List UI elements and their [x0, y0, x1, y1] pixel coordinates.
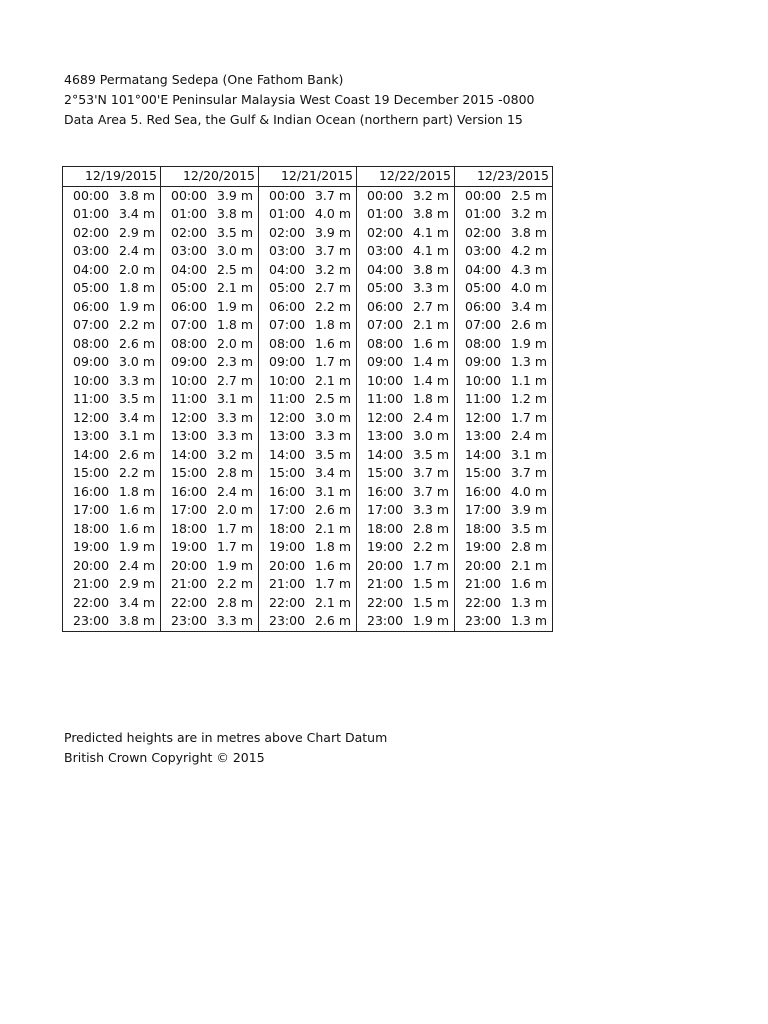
height-cell: 3.3 m — [314, 428, 351, 443]
time-cell: 21:00 — [259, 575, 313, 594]
height-cell: 1.7 m — [216, 539, 253, 554]
time-cell: 23:00 — [259, 612, 313, 631]
height-cell: 1.1 m — [509, 372, 553, 391]
table-row — [63, 316, 553, 335]
height-cell: 2.5 m — [216, 261, 253, 277]
document-header — [64, 70, 534, 130]
time-cell: 08:00 — [63, 335, 117, 354]
height-cell: 1.2 m — [509, 390, 553, 409]
time-cell: 19:00 — [259, 538, 313, 557]
time-cell: 14:00 — [259, 446, 313, 465]
height-cell: 4.0 m — [314, 206, 351, 221]
time-cell: 10:00 — [455, 372, 509, 391]
time-cell: 08:00 — [357, 335, 411, 354]
height-cell: 3.7 m — [314, 243, 351, 258]
table-row — [63, 612, 553, 631]
date-header: 12/19/2015 — [63, 167, 161, 187]
height-cell: 3.5 m — [118, 391, 155, 406]
document-footer — [64, 728, 387, 768]
height-cell: 3.5 m — [509, 520, 553, 539]
time-cell: 00:00 — [357, 186, 411, 205]
height-cell: 2.1 m — [314, 520, 351, 536]
height-cell: 3.2 m — [412, 187, 449, 203]
table-row — [63, 390, 553, 409]
time-cell: 11:00 — [455, 390, 509, 409]
height-cell: 3.2 m — [314, 261, 351, 277]
height-cell: 3.3 m — [216, 428, 253, 443]
height-cell: 3.3 m — [215, 612, 259, 631]
time-cell: 17:00 — [259, 501, 313, 520]
height-cell: 2.8 m — [216, 594, 253, 610]
time-cell: 13:00 — [161, 427, 215, 446]
height-cell: 3.9 m — [216, 187, 253, 203]
height-cell: 1.8 m — [118, 280, 155, 295]
height-cell: 1.3 m — [509, 612, 553, 631]
height-cell: 2.1 m — [314, 372, 351, 388]
time-cell: 09:00 — [455, 353, 509, 372]
table-row — [63, 483, 553, 502]
height-cell: 2.2 m — [118, 465, 155, 480]
height-cell: 1.6 m — [118, 520, 155, 536]
height-cell: 3.9 m — [509, 501, 553, 520]
height-cell: 1.7 m — [314, 576, 351, 591]
time-cell: 22:00 — [161, 594, 215, 613]
date-header: 12/23/2015 — [455, 167, 553, 187]
height-cell: 2.1 m — [509, 557, 553, 576]
time-cell: 00:00 — [455, 186, 509, 205]
height-cell: 1.8 m — [314, 539, 351, 554]
height-cell: 2.0 m — [216, 335, 253, 351]
time-cell: 10:00 — [63, 372, 117, 391]
time-cell: 13:00 — [455, 427, 509, 446]
table-row — [63, 409, 553, 428]
time-cell: 05:00 — [357, 279, 411, 298]
height-cell: 2.4 m — [509, 427, 553, 446]
time-cell: 14:00 — [63, 446, 117, 465]
time-cell: 14:00 — [357, 446, 411, 465]
height-cell: 4.0 m — [509, 483, 553, 502]
tide-table — [62, 166, 553, 632]
height-cell: 3.1 m — [216, 391, 253, 406]
time-cell: 09:00 — [63, 353, 117, 372]
table-row — [63, 594, 553, 613]
time-cell: 12:00 — [63, 409, 117, 428]
time-cell: 21:00 — [63, 575, 117, 594]
height-cell: 3.3 m — [412, 502, 449, 517]
table-row — [63, 261, 553, 280]
time-cell: 13:00 — [259, 427, 313, 446]
table-row — [63, 205, 553, 224]
table-row — [63, 557, 553, 576]
station-title: 4689 Permatang Sedepa (One Fathom Bank) — [64, 72, 344, 87]
table-row — [63, 186, 553, 205]
height-cell: 1.9 m — [216, 298, 253, 314]
time-cell: 19:00 — [455, 538, 509, 557]
time-cell: 07:00 — [161, 316, 215, 335]
height-cell: 3.0 m — [314, 409, 351, 425]
time-cell: 18:00 — [357, 520, 411, 539]
time-cell: 09:00 — [161, 353, 215, 372]
height-cell: 3.4 m — [509, 298, 553, 317]
time-cell: 09:00 — [357, 353, 411, 372]
height-cell: 2.0 m — [216, 502, 253, 517]
time-cell: 17:00 — [357, 501, 411, 520]
height-cell: 3.0 m — [118, 354, 155, 369]
time-cell: 20:00 — [161, 557, 215, 576]
time-cell: 06:00 — [161, 298, 215, 317]
table-header-row — [63, 167, 553, 187]
time-cell: 13:00 — [357, 427, 411, 446]
height-cell: 3.3 m — [216, 409, 253, 425]
time-cell: 22:00 — [63, 594, 117, 613]
height-cell: 1.4 m — [412, 372, 449, 388]
height-cell: 2.7 m — [216, 372, 253, 388]
height-cell: 3.1 m — [509, 446, 553, 465]
time-cell: 15:00 — [161, 464, 215, 483]
time-cell: 01:00 — [357, 205, 411, 224]
time-cell: 08:00 — [259, 335, 313, 354]
height-cell: 1.6 m — [314, 335, 351, 351]
height-cell: 2.2 m — [216, 576, 253, 591]
height-cell: 3.2 m — [509, 205, 553, 224]
time-cell: 03:00 — [357, 242, 411, 261]
height-cell: 3.5 m — [216, 224, 253, 240]
time-cell: 07:00 — [357, 316, 411, 335]
time-cell: 05:00 — [259, 279, 313, 298]
time-cell: 07:00 — [455, 316, 509, 335]
time-cell: 06:00 — [357, 298, 411, 317]
time-cell: 20:00 — [259, 557, 313, 576]
height-cell: 3.5 m — [314, 446, 351, 462]
height-cell: 2.2 m — [118, 317, 155, 332]
time-cell: 14:00 — [455, 446, 509, 465]
time-cell: 05:00 — [161, 279, 215, 298]
height-cell: 2.8 m — [412, 520, 449, 536]
time-cell: 04:00 — [357, 261, 411, 280]
height-cell: 3.8 m — [509, 224, 553, 243]
time-cell: 10:00 — [161, 372, 215, 391]
time-cell: 12:00 — [161, 409, 215, 428]
time-cell: 00:00 — [259, 186, 313, 205]
time-cell: 02:00 — [161, 224, 215, 243]
time-cell: 18:00 — [259, 520, 313, 539]
time-cell: 06:00 — [455, 298, 509, 317]
height-cell: 2.1 m — [412, 317, 449, 332]
time-cell: 03:00 — [161, 242, 215, 261]
time-cell: 01:00 — [455, 205, 509, 224]
height-cell: 3.8 m — [117, 612, 161, 631]
time-cell: 23:00 — [455, 612, 509, 631]
height-cell: 1.5 m — [412, 594, 449, 610]
height-cell: 2.6 m — [314, 502, 351, 517]
time-cell: 02:00 — [357, 224, 411, 243]
height-cell: 1.9 m — [411, 612, 455, 631]
height-cell: 2.0 m — [118, 261, 155, 277]
height-cell: 3.1 m — [314, 483, 351, 499]
table-body — [63, 186, 553, 631]
height-cell: 3.0 m — [412, 428, 449, 443]
time-cell: 00:00 — [161, 186, 215, 205]
time-cell: 12:00 — [357, 409, 411, 428]
time-cell: 15:00 — [357, 464, 411, 483]
time-cell: 20:00 — [63, 557, 117, 576]
time-cell: 10:00 — [259, 372, 313, 391]
time-cell: 07:00 — [259, 316, 313, 335]
height-cell: 1.9 m — [216, 557, 253, 573]
time-cell: 01:00 — [161, 205, 215, 224]
height-cell: 1.9 m — [118, 298, 155, 314]
height-cell: 1.6 m — [509, 575, 553, 594]
time-cell: 11:00 — [357, 390, 411, 409]
height-cell: 3.7 m — [314, 187, 351, 203]
height-cell: 3.9 m — [314, 224, 351, 240]
table-row — [63, 298, 553, 317]
time-cell: 10:00 — [357, 372, 411, 391]
table-row — [63, 446, 553, 465]
time-cell: 14:00 — [161, 446, 215, 465]
time-cell: 04:00 — [161, 261, 215, 280]
height-cell: 2.7 m — [314, 280, 351, 295]
height-cell: 2.5 m — [314, 391, 351, 406]
height-cell: 1.4 m — [412, 354, 449, 369]
height-cell: 1.8 m — [216, 317, 253, 332]
date-header: 12/21/2015 — [259, 167, 357, 187]
height-cell: 2.2 m — [314, 298, 351, 314]
date-header: 12/22/2015 — [357, 167, 455, 187]
height-cell: 4.1 m — [412, 243, 449, 258]
time-cell: 06:00 — [63, 298, 117, 317]
height-cell: 3.7 m — [412, 465, 449, 480]
height-cell: 1.8 m — [118, 483, 155, 499]
time-cell: 20:00 — [357, 557, 411, 576]
height-cell: 3.4 m — [118, 409, 155, 425]
height-cell: 4.2 m — [509, 242, 553, 261]
time-cell: 11:00 — [259, 390, 313, 409]
time-cell: 06:00 — [259, 298, 313, 317]
height-cell: 1.6 m — [412, 335, 449, 351]
table-row — [63, 575, 553, 594]
height-cell: 1.9 m — [118, 539, 155, 554]
height-cell: 2.1 m — [216, 280, 253, 295]
time-cell: 04:00 — [259, 261, 313, 280]
height-cell: 2.4 m — [118, 243, 155, 258]
time-cell: 18:00 — [455, 520, 509, 539]
height-cell: 2.1 m — [314, 594, 351, 610]
time-cell: 21:00 — [357, 575, 411, 594]
time-cell: 01:00 — [259, 205, 313, 224]
time-cell: 23:00 — [63, 612, 117, 631]
height-cell: 3.7 m — [412, 483, 449, 499]
time-cell: 19:00 — [63, 538, 117, 557]
height-cell: 3.3 m — [412, 280, 449, 295]
height-cell: 3.3 m — [118, 372, 155, 388]
time-cell: 18:00 — [63, 520, 117, 539]
height-cell: 3.1 m — [118, 428, 155, 443]
time-cell: 02:00 — [63, 224, 117, 243]
height-cell: 2.8 m — [509, 538, 553, 557]
height-cell: 2.4 m — [216, 483, 253, 499]
time-cell: 05:00 — [63, 279, 117, 298]
height-cell: 2.7 m — [412, 298, 449, 314]
time-cell: 11:00 — [63, 390, 117, 409]
time-cell: 12:00 — [259, 409, 313, 428]
height-cell: 3.8 m — [412, 206, 449, 221]
time-cell: 22:00 — [357, 594, 411, 613]
time-cell: 23:00 — [357, 612, 411, 631]
height-cell: 2.4 m — [412, 409, 449, 425]
table-row — [63, 501, 553, 520]
height-cell: 1.6 m — [314, 557, 351, 573]
height-cell: 3.4 m — [118, 206, 155, 221]
height-cell: 1.7 m — [509, 409, 553, 428]
time-cell: 12:00 — [455, 409, 509, 428]
time-cell: 02:00 — [259, 224, 313, 243]
time-cell: 03:00 — [63, 242, 117, 261]
time-cell: 08:00 — [161, 335, 215, 354]
height-cell: 2.5 m — [509, 186, 553, 205]
height-cell: 4.0 m — [509, 279, 553, 298]
time-cell: 13:00 — [63, 427, 117, 446]
height-cell: 1.7 m — [216, 520, 253, 536]
time-cell: 17:00 — [455, 501, 509, 520]
height-cell: 2.9 m — [118, 224, 155, 240]
time-cell: 22:00 — [455, 594, 509, 613]
time-cell: 19:00 — [357, 538, 411, 557]
height-cell: 1.7 m — [314, 354, 351, 369]
time-cell: 11:00 — [161, 390, 215, 409]
height-cell: 1.6 m — [118, 502, 155, 517]
location-line: 2°53'N 101°00'E Peninsular Malaysia West Coast 19 December 2015 -0800 — [64, 92, 535, 107]
table-row — [63, 464, 553, 483]
time-cell: 17:00 — [63, 501, 117, 520]
time-cell: 07:00 — [63, 316, 117, 335]
height-cell: 1.5 m — [412, 576, 449, 591]
date-header: 12/20/2015 — [161, 167, 259, 187]
table-row — [63, 538, 553, 557]
table-row — [63, 353, 553, 372]
time-cell: 16:00 — [455, 483, 509, 502]
time-cell: 23:00 — [161, 612, 215, 631]
copyright-note: British Crown Copyright © 2015 — [64, 750, 265, 765]
height-cell: 1.8 m — [314, 317, 351, 332]
height-cell: 1.9 m — [509, 335, 553, 354]
time-cell: 04:00 — [63, 261, 117, 280]
height-cell: 3.8 m — [118, 187, 155, 203]
height-cell: 3.5 m — [412, 446, 449, 462]
time-cell: 09:00 — [259, 353, 313, 372]
table-row — [63, 372, 553, 391]
height-cell: 1.3 m — [509, 594, 553, 613]
time-cell: 19:00 — [161, 538, 215, 557]
time-cell: 08:00 — [455, 335, 509, 354]
time-cell: 18:00 — [161, 520, 215, 539]
height-cell: 1.8 m — [412, 391, 449, 406]
data-area-line: Data Area 5. Red Sea, the Gulf & Indian Ocean (northern part) Version 15 — [64, 112, 523, 127]
time-cell: 05:00 — [455, 279, 509, 298]
height-cell: 4.1 m — [412, 224, 449, 240]
table-row — [63, 224, 553, 243]
table-row — [63, 279, 553, 298]
height-cell: 3.8 m — [412, 261, 449, 277]
height-cell: 3.4 m — [314, 465, 351, 480]
time-cell: 16:00 — [63, 483, 117, 502]
time-cell: 02:00 — [455, 224, 509, 243]
time-cell: 15:00 — [63, 464, 117, 483]
time-cell: 16:00 — [259, 483, 313, 502]
height-cell: 2.3 m — [216, 354, 253, 369]
time-cell: 15:00 — [259, 464, 313, 483]
height-cell: 3.8 m — [216, 206, 253, 221]
table-row — [63, 427, 553, 446]
time-cell: 17:00 — [161, 501, 215, 520]
time-cell: 21:00 — [455, 575, 509, 594]
table-row — [63, 520, 553, 539]
table-row — [63, 242, 553, 261]
height-cell: 2.4 m — [118, 557, 155, 573]
height-cell: 2.6 m — [118, 335, 155, 351]
table-row — [63, 335, 553, 354]
time-cell: 15:00 — [455, 464, 509, 483]
height-cell: 3.0 m — [216, 243, 253, 258]
time-cell: 00:00 — [63, 186, 117, 205]
height-cell: 2.9 m — [118, 576, 155, 591]
height-cell: 1.7 m — [412, 557, 449, 573]
time-cell: 03:00 — [259, 242, 313, 261]
time-cell: 22:00 — [259, 594, 313, 613]
time-cell: 20:00 — [455, 557, 509, 576]
height-cell: 1.3 m — [509, 353, 553, 372]
time-cell: 16:00 — [161, 483, 215, 502]
height-cell: 3.7 m — [509, 464, 553, 483]
time-cell: 03:00 — [455, 242, 509, 261]
height-cell: 3.2 m — [216, 446, 253, 462]
height-cell: 2.6 m — [313, 612, 357, 631]
datum-note: Predicted heights are in metres above Chart Datum — [64, 730, 388, 745]
height-cell: 2.2 m — [412, 539, 449, 554]
height-cell: 4.3 m — [509, 261, 553, 280]
time-cell: 21:00 — [161, 575, 215, 594]
height-cell: 3.4 m — [118, 594, 155, 610]
height-cell: 2.6 m — [509, 316, 553, 335]
height-cell: 2.6 m — [118, 446, 155, 462]
time-cell: 16:00 — [357, 483, 411, 502]
time-cell: 04:00 — [455, 261, 509, 280]
height-cell: 2.8 m — [216, 465, 253, 480]
time-cell: 01:00 — [63, 205, 117, 224]
